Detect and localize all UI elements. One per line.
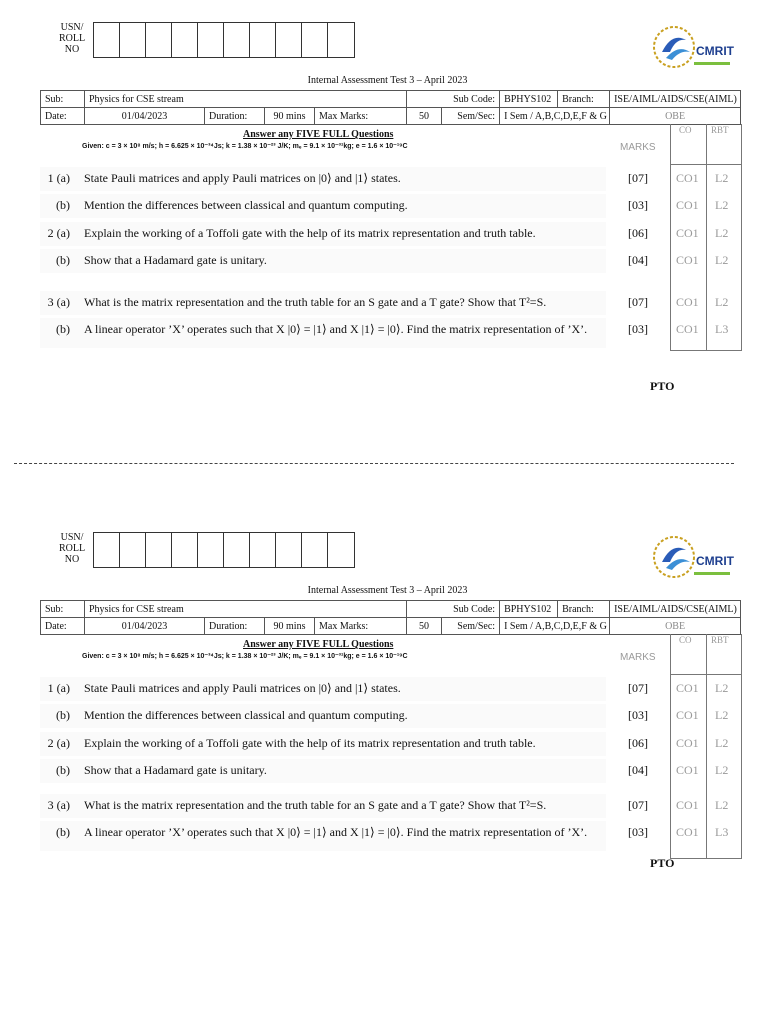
cut-line <box>14 463 734 464</box>
question-paper-bottom <box>0 510 768 940</box>
sem-value: I Sem / A,B,C,D,E,F & G <box>500 618 610 635</box>
sub-code-label: Sub Code: <box>407 601 500 618</box>
exam-info-table <box>40 90 741 125</box>
rbt-header: RBT <box>711 635 729 645</box>
branch-label: Branch: <box>558 91 610 108</box>
usn-entry-boxes[interactable] <box>93 22 355 58</box>
date-label: Date: <box>41 618 85 635</box>
duration-label: Duration: <box>205 618 265 635</box>
question-3b: (b) A linear operator ’X’ operates such that X |0⟩ = |1⟩ and X |1⟩ = |0⟩. Find the matrix representation of ’X’. [03] CO1 L3 <box>40 825 740 849</box>
sem-label: Sem/Sec: <box>442 108 500 125</box>
question-2a: 2 (a) Explain the working of a Toffoli gate with the help of its matrix representation and truth table. [06] CO1 L2 <box>40 226 740 250</box>
test-title: Internal Assessment Test 3 – April 2023 <box>307 75 468 86</box>
marks-header: MARKS <box>620 652 656 663</box>
question-paper-top <box>0 0 768 430</box>
date-label: Date: <box>41 108 85 125</box>
obe-label: OBE <box>610 108 741 125</box>
question-2b: (b) Show that a Hadamard gate is unitary. [04] CO1 L2 <box>40 253 740 277</box>
usn-label: USN/ ROLL NO <box>58 22 86 55</box>
usn-label: USN/ ROLL NO <box>58 532 86 565</box>
max-marks-value: 50 <box>407 618 442 635</box>
pto-label: PTO <box>650 379 675 393</box>
co-header: CO <box>679 635 692 645</box>
max-marks-value: 50 <box>407 108 442 125</box>
duration-label: Duration: <box>205 108 265 125</box>
question-2a: 2 (a) Explain the working of a Toffoli gate with the help of its matrix representation and truth table. [06] CO1 L2 <box>40 736 740 760</box>
date-value: 01/04/2023 <box>85 108 205 125</box>
marks-header: MARKS <box>620 142 656 153</box>
max-marks-label: Max Marks: <box>315 618 407 635</box>
test-title: Internal Assessment Test 3 – April 2023 <box>307 585 468 596</box>
question-3b: (b) A linear operator ’X’ operates such that X |0⟩ = |1⟩ and X |1⟩ = |0⟩. Find the matrix representation of ’X’. [03] CO1 L3 <box>40 322 740 346</box>
sub-value: Physics for CSE stream <box>85 601 407 618</box>
branch-value: ISE/AIML/AIDS/CSE(AIML) <box>610 91 741 108</box>
answer-instruction: Answer any FIVE FULL Questions <box>243 639 394 650</box>
date-value: 01/04/2023 <box>85 618 205 635</box>
question-1a: 1 (a) State Pauli matrices and apply Pauli matrices on |0⟩ and |1⟩ states. [07] CO1 L2 <box>40 681 740 705</box>
exam-info-table <box>40 600 741 635</box>
college-logo: CMRIT <box>652 532 734 584</box>
answer-instruction: Answer any FIVE FULL Questions <box>243 129 394 140</box>
question-3a: 3 (a) What is the matrix representation and the truth table for an S gate and a T gate? Show that T²=S. [07] CO1 L2 <box>40 798 740 822</box>
given-constants: Given: c = 3 × 10⁸ m/s; h = 6.625 × 10⁻³⁴Js; k = 1.38 × 10⁻²³ J/K; mₑ = 9.1 × 10⁻³¹kg; e = 1.6 × 10⁻¹⁹C <box>82 143 408 150</box>
branch-label: Branch: <box>558 601 610 618</box>
given-constants: Given: c = 3 × 10⁸ m/s; h = 6.625 × 10⁻³⁴Js; k = 1.38 × 10⁻²³ J/K; mₑ = 9.1 × 10⁻³¹kg; e = 1.6 × 10⁻¹⁹C <box>82 653 408 660</box>
co-header: CO <box>679 125 692 135</box>
sub-code-label: Sub Code: <box>407 91 500 108</box>
sub-code-value: BPHYS102 <box>500 91 558 108</box>
question-2b: (b) Show that a Hadamard gate is unitary. [04] CO1 L2 <box>40 763 740 787</box>
question-1a: 1 (a) State Pauli matrices and apply Pauli matrices on |0⟩ and |1⟩ states. [07] CO1 L2 <box>40 171 740 195</box>
duration-value: 90 mins <box>265 618 315 635</box>
pto-label: PTO <box>650 856 675 870</box>
sem-label: Sem/Sec: <box>442 618 500 635</box>
sub-label: Sub: <box>41 601 85 618</box>
sub-value: Physics for CSE stream <box>85 91 407 108</box>
max-marks-label: Max Marks: <box>315 108 407 125</box>
branch-value: ISE/AIML/AIDS/CSE(AIML) <box>610 601 741 618</box>
sub-label: Sub: <box>41 91 85 108</box>
usn-entry-boxes[interactable] <box>93 532 355 568</box>
duration-value: 90 mins <box>265 108 315 125</box>
obe-label: OBE <box>610 618 741 635</box>
question-1b: (b) Mention the differences between classical and quantum computing. [03] CO1 L2 <box>40 198 740 222</box>
rbt-header: RBT <box>711 125 729 135</box>
question-1b: (b) Mention the differences between classical and quantum computing. [03] CO1 L2 <box>40 708 740 732</box>
college-logo: CMRIT <box>652 22 734 74</box>
sub-code-value: BPHYS102 <box>500 601 558 618</box>
question-3a: 3 (a) What is the matrix representation and the truth table for an S gate and a T gate? Show that T²=S. [07] CO1 L2 <box>40 295 740 319</box>
sem-value: I Sem / A,B,C,D,E,F & G <box>500 108 610 125</box>
